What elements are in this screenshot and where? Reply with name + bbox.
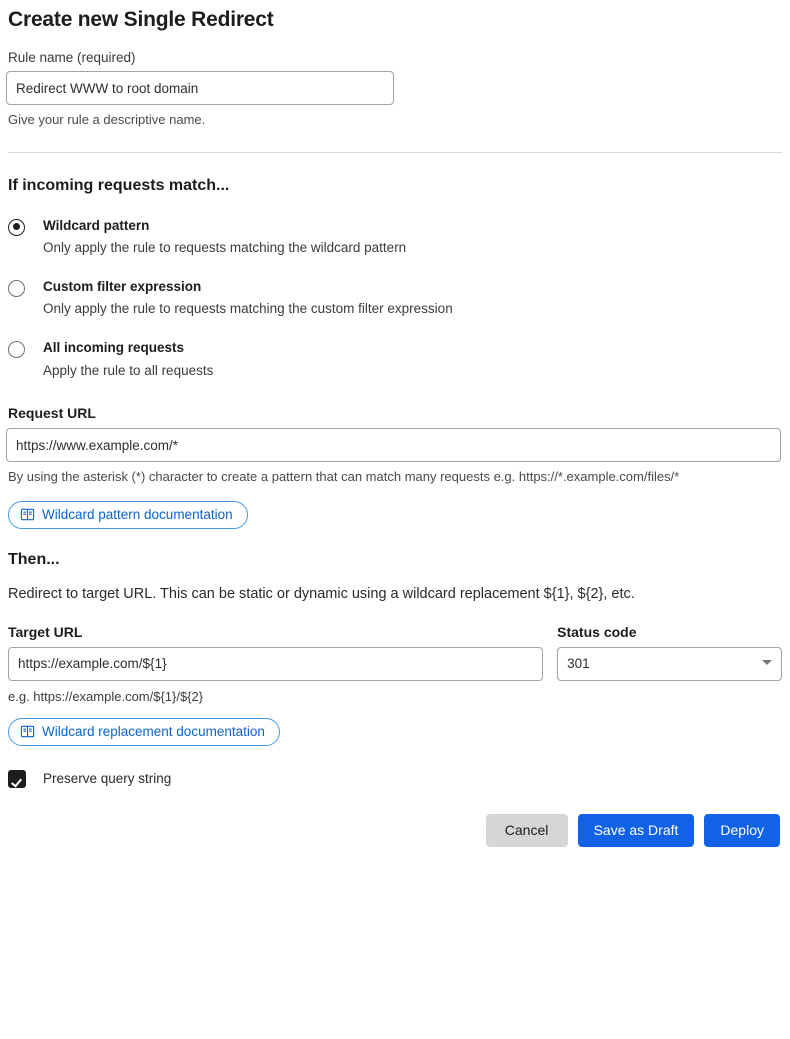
radio-custom-filter-expression-description: Only apply the rule to requests matching the custom filter expression xyxy=(43,301,453,317)
match-section-heading: If incoming requests match... xyxy=(8,176,230,194)
target-url-label: Target URL xyxy=(8,623,83,640)
rule-name-input[interactable] xyxy=(6,71,394,105)
target-url-input[interactable] xyxy=(8,647,543,681)
section-divider xyxy=(8,152,782,153)
target-url-field xyxy=(8,624,543,681)
radio-wildcard-pattern-title: Wildcard pattern xyxy=(43,217,150,233)
radio-wildcard-pattern-description: Only apply the rule to requests matching the wildcard pattern xyxy=(43,240,407,256)
status-code-value: 301 xyxy=(567,656,590,672)
status-code-label: Status code xyxy=(557,623,637,640)
radio-all-incoming-requests-title: All incoming requests xyxy=(43,340,185,356)
rule-name-hint: Give your rule a descriptive name. xyxy=(8,112,206,127)
radio-wildcard-pattern-indicator[interactable] xyxy=(8,219,25,236)
status-code-select[interactable] xyxy=(557,647,782,681)
target-url-hint: e.g. https://example.com/${1}/${2} xyxy=(8,688,204,704)
radio-option-all-incoming-requests[interactable] xyxy=(6,339,784,379)
then-section-heading: Then... xyxy=(8,550,60,568)
preserve-query-string-label: Preserve query string xyxy=(43,771,172,787)
form-actions xyxy=(6,814,780,847)
request-url-hint: By using the asterisk (*) character to create a pattern that can match many requests e.g. https://*.example.com/files/* xyxy=(8,469,680,485)
radio-all-incoming-requests-indicator[interactable] xyxy=(8,341,25,358)
radio-option-custom-filter-expression[interactable] xyxy=(6,278,784,318)
deploy-button[interactable]: Deploy xyxy=(704,814,780,847)
rule-name-label: Rule name (required) xyxy=(8,50,136,65)
book-icon xyxy=(20,507,35,522)
wildcard-replacement-documentation-link[interactable] xyxy=(8,718,280,746)
radio-custom-filter-expression-title: Custom filter expression xyxy=(43,278,202,294)
wildcard-pattern-documentation-label: Wildcard pattern documentation xyxy=(42,507,233,523)
request-url-input[interactable] xyxy=(6,428,781,462)
save-as-draft-button[interactable]: Save as Draft xyxy=(578,814,695,847)
radio-custom-filter-expression-indicator[interactable] xyxy=(8,280,25,297)
then-section-description: Redirect to target URL. This can be static or dynamic using a wildcard replacement ${1}, ${2}, etc. xyxy=(8,585,635,602)
preserve-query-string-checkbox[interactable] xyxy=(8,770,26,788)
cancel-button[interactable]: Cancel xyxy=(486,814,568,847)
status-code-field xyxy=(557,624,782,681)
wildcard-replacement-documentation-label: Wildcard replacement documentation xyxy=(42,724,265,740)
preserve-query-string-row[interactable] xyxy=(8,770,784,788)
book-icon xyxy=(20,724,35,739)
single-redirect-form xyxy=(0,8,790,1039)
page-title: Create new Single Redirect xyxy=(8,8,274,31)
request-url-label: Request URL xyxy=(8,405,96,422)
match-mode-radio-group xyxy=(6,217,784,379)
radio-option-wildcard-pattern[interactable] xyxy=(6,217,784,257)
wildcard-pattern-documentation-link[interactable] xyxy=(8,501,248,529)
then-fields-row xyxy=(6,624,784,681)
radio-all-incoming-requests-description: Apply the rule to all requests xyxy=(43,362,214,378)
